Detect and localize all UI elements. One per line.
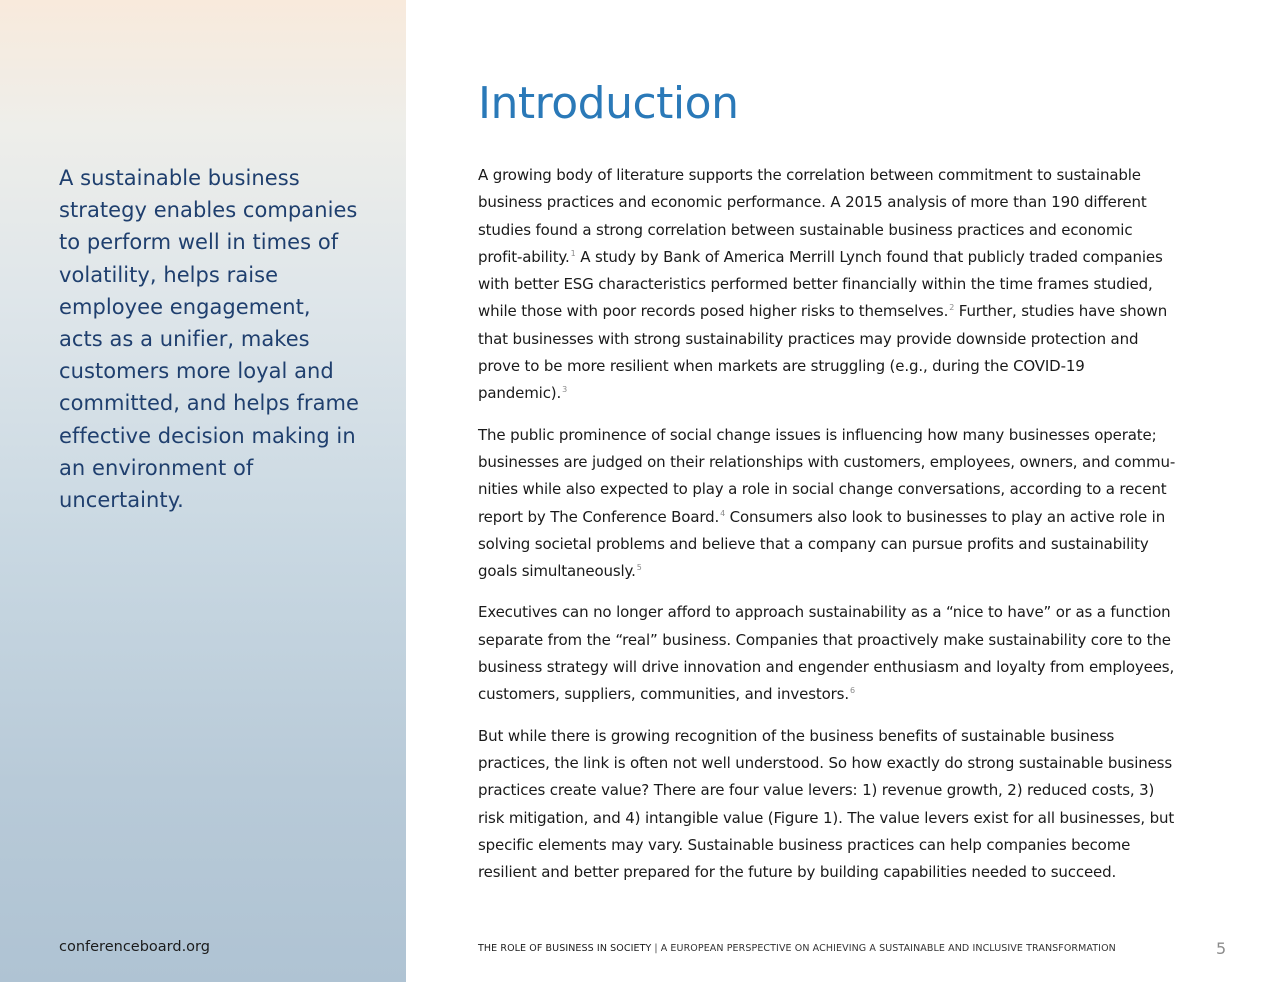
paragraph xyxy=(478,599,1178,708)
paragraph-text: But while there is growing recognition of the business benefits of sustainable business practices, the link is often not well understood. So how exactly do strong sustainable business practices create value? There are four value levers: 1) revenue growth, 2) reduced costs, 3) risk mitigation, and 4) intangible value (Figure 1). The value levers exist for all businesses, but specific elements may vary. Sustainable business practices can help companies become resilient and better prepared for the future by building capabilities needed to succeed. xyxy=(478,726,1175,882)
website-link[interactable]: conferenceboard.org xyxy=(59,939,210,955)
footer-separator: | xyxy=(654,943,658,954)
body-text xyxy=(478,162,1178,900)
footnote-marker[interactable]: 6 xyxy=(849,686,855,696)
footnote-marker[interactable]: 1 xyxy=(570,248,576,258)
footnote-marker[interactable]: 2 xyxy=(949,303,955,313)
paragraph xyxy=(478,723,1178,887)
paragraph-text: Executives can no longer afford to approach sustainability as a “nice to have” or as a function separate from the “real” business. Companies that proactively make sustainability core to the business strategy will drive innovation and engender enthusiasm and loyalty from employees, customers, suppliers, communities, and investors. xyxy=(478,603,1175,704)
paragraph-text: The public prominence of social change issues is influencing how many businesses operate; businesses are judged on their relationships with customers, employees, owners, and commu-nities while also expected to play a role in social change conversations, according to a recent report by The Conference Board. xyxy=(478,425,1176,526)
paragraph-text: A growing body of literature supports the correlation between commitment to sustainable business practices and economic performance. A 2015 analysis of more than 190 different studies found a strong correlation between sustainable business practices and economic profit-ability. xyxy=(478,166,1147,266)
page-title: Introduction xyxy=(478,78,739,129)
paragraph xyxy=(478,162,1178,408)
paragraph xyxy=(478,422,1178,586)
footnote-marker[interactable]: 5 xyxy=(636,563,642,573)
report-title: THE ROLE OF BUSINESS IN SOCIETY xyxy=(478,943,652,954)
footnote-marker[interactable]: 4 xyxy=(720,508,726,518)
paragraph-text: Further, studies have shown that businesses with strong sustainability practices may provide downside protection and prove to be more resilient when markets are struggling (e.g., during the COVID-19 pandemic). xyxy=(478,302,1168,403)
report-subtitle: A EUROPEAN PERSPECTIVE ON ACHIEVING A SUSTAINABLE AND INCLUSIVE TRANSFORMATION xyxy=(660,943,1116,954)
sidebar-panel xyxy=(0,0,406,982)
footnote-marker[interactable]: 3 xyxy=(562,385,568,395)
paragraph-text: A study by Bank of America Merrill Lynch found that publicly traded companies with better ESG characteristics performed better financially within the time frames studied, while those with poor records posed higher risks to themselves. xyxy=(478,247,1163,321)
pull-quote: A sustainable business strategy enables companies to perform well in times of volatility, helps raise employee engagement, acts as a unifier, makes customers more loyal and committed, and helps frame effective decision making in an environment of uncertainty. xyxy=(59,166,359,513)
page-number: 5 xyxy=(1216,939,1227,958)
paragraph-text: Consumers also look to businesses to play an active role in solving societal problems and believe that a company can pursue profits and sustainability goals simultaneously. xyxy=(478,507,1166,581)
running-footer xyxy=(478,943,1116,954)
